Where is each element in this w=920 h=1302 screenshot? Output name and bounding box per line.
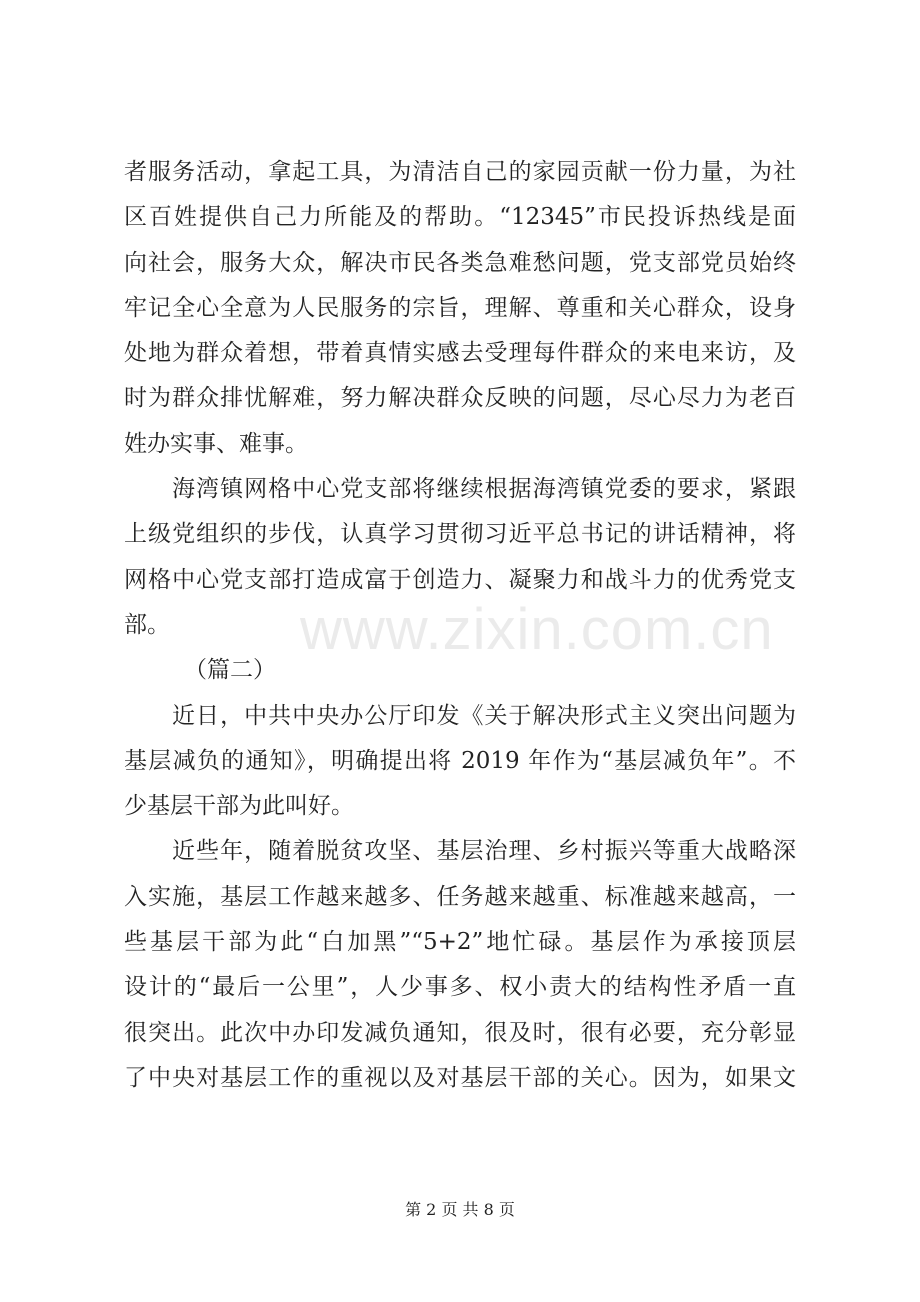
paragraph-first-line: 近日，中共中央办公厅印发《关于解决形式主义突出问题为	[172, 702, 796, 729]
paragraph-first-line: 近些年，随着脱贫攻坚、基层治理、乡村振兴等重大战略深	[172, 838, 796, 865]
text-line: 些基层干部为此“白加黑”“5+2”地忙碌。基层作为承接顶层	[124, 929, 796, 956]
text-line: 区百姓提供自己力所能及的帮助。“12345”市民投诉热线是面	[124, 204, 796, 231]
page-footer: 第 2 页 共 8 页	[405, 1200, 515, 1219]
text-line: 上级党组织的步伐，认真学习贯彻习近平总书记的讲话精神，将	[124, 521, 796, 548]
text-line: 设计的“最后一公里”，人少事多、权小责大的结构性矛盾一直	[124, 974, 796, 1001]
watermark: www.zixin.com.cn	[300, 597, 774, 662]
text-line: 很突出。此次中办印发减负通知，很及时，很有必要，充分彰显	[124, 1019, 796, 1046]
text-line: 网格中心党支部打造成富于创造力、凝聚力和战斗力的优秀党支	[124, 566, 796, 593]
text-line: 基层减负的通知》，明确提出将 2019 年作为“基层减负年”。不	[124, 747, 796, 774]
text-line: 时为群众排忧解难，努力解决群众反映的问题，尽心尽力为老百	[124, 385, 796, 412]
section-heading: （篇二）	[184, 657, 276, 684]
text-line: 了中央对基层工作的重视以及对基层干部的关心。因为，如果文	[124, 1064, 796, 1091]
text-line: 向社会，服务大众，解决市民各类急难愁问题，党支部党员始终	[124, 249, 796, 276]
paragraph-first-line: 海湾镇网格中心党支部将继续根据海湾镇党委的要求，紧跟	[172, 476, 796, 503]
body-text	[124, 150, 796, 1101]
text-line: 处地为群众着想，带着真情实感去受理每件群众的来电来访，及	[124, 340, 796, 367]
text-line: 姓办实事、难事。	[124, 430, 308, 457]
text-line: 少基层干部为此叫好。	[124, 793, 354, 820]
text-line: 入实施，基层工作越来越多、任务越来越重、标准越来越高，一	[124, 883, 796, 910]
text-line: 牢记全心全意为人民服务的宗旨，理解、尊重和关心群众，设身	[124, 294, 796, 321]
text-line: 部。	[124, 611, 170, 638]
text-line: 者服务活动，拿起工具，为清洁自己的家园贡献一份力量，为社	[124, 159, 796, 185]
